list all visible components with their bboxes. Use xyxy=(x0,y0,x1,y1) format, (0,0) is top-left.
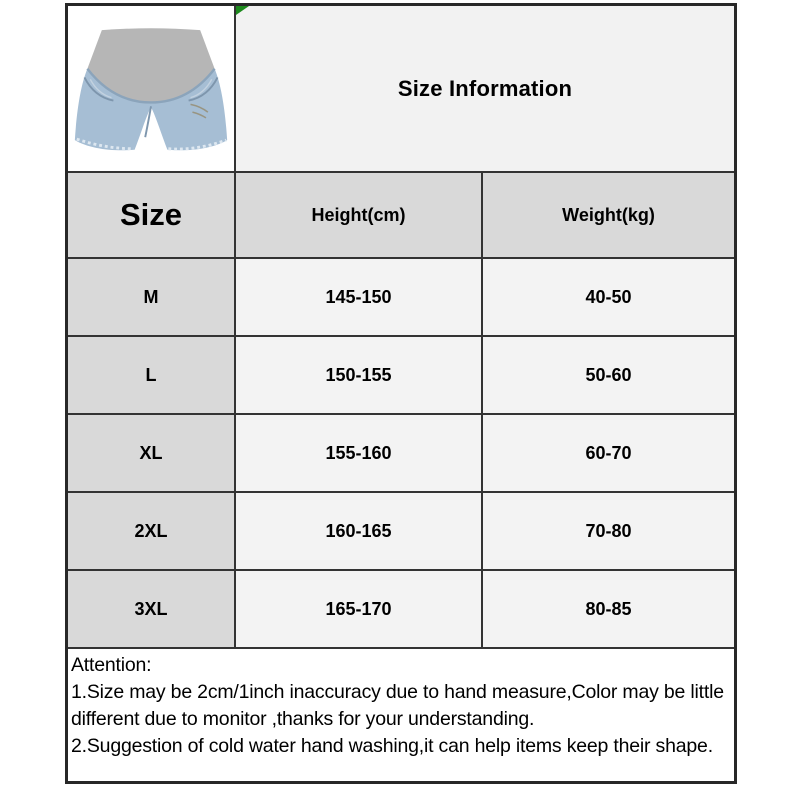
size-cell: M xyxy=(68,259,236,335)
green-corner-marker-icon xyxy=(236,6,249,15)
size-chart-table xyxy=(65,3,737,784)
table-row xyxy=(68,413,734,491)
height-cell: 160-165 xyxy=(236,493,483,569)
table-row xyxy=(68,491,734,569)
weight-cell: 70-80 xyxy=(483,493,734,569)
table-row xyxy=(68,335,734,413)
top-row xyxy=(68,6,734,171)
attention-text xyxy=(68,649,734,760)
column-header-size: Size xyxy=(68,173,236,257)
attention-box xyxy=(68,647,734,781)
height-cell: 145-150 xyxy=(236,259,483,335)
column-header-weight: Weight(kg) xyxy=(483,173,734,257)
table-row xyxy=(68,569,734,647)
weight-cell: 50-60 xyxy=(483,337,734,413)
attention-line: 1.Size may be 2cm/1inch inaccuracy due to hand measure,Color may be little xyxy=(71,681,724,703)
weight-cell: 80-85 xyxy=(483,571,734,647)
maternity-shorts-image xyxy=(68,8,234,169)
title-cell xyxy=(236,6,734,171)
height-cell: 155-160 xyxy=(236,415,483,491)
column-header-height: Height(cm) xyxy=(236,173,483,257)
table-header-row xyxy=(68,171,734,257)
height-cell: 165-170 xyxy=(236,571,483,647)
size-cell: 2XL xyxy=(68,493,236,569)
page-title: Size Information xyxy=(397,75,573,101)
product-image-cell xyxy=(68,6,236,171)
height-cell: 150-155 xyxy=(236,337,483,413)
size-cell: XL xyxy=(68,415,236,491)
weight-cell: 60-70 xyxy=(483,415,734,491)
table-row xyxy=(68,257,734,335)
attention-line: different due to monitor ,thanks for your understanding. xyxy=(71,708,535,730)
size-cell: 3XL xyxy=(68,571,236,647)
size-cell: L xyxy=(68,337,236,413)
attention-line: 2.Suggestion of cold water hand washing,it can help items keep their shape. xyxy=(71,735,713,757)
weight-cell: 40-50 xyxy=(483,259,734,335)
attention-heading: Attention: xyxy=(71,654,152,676)
